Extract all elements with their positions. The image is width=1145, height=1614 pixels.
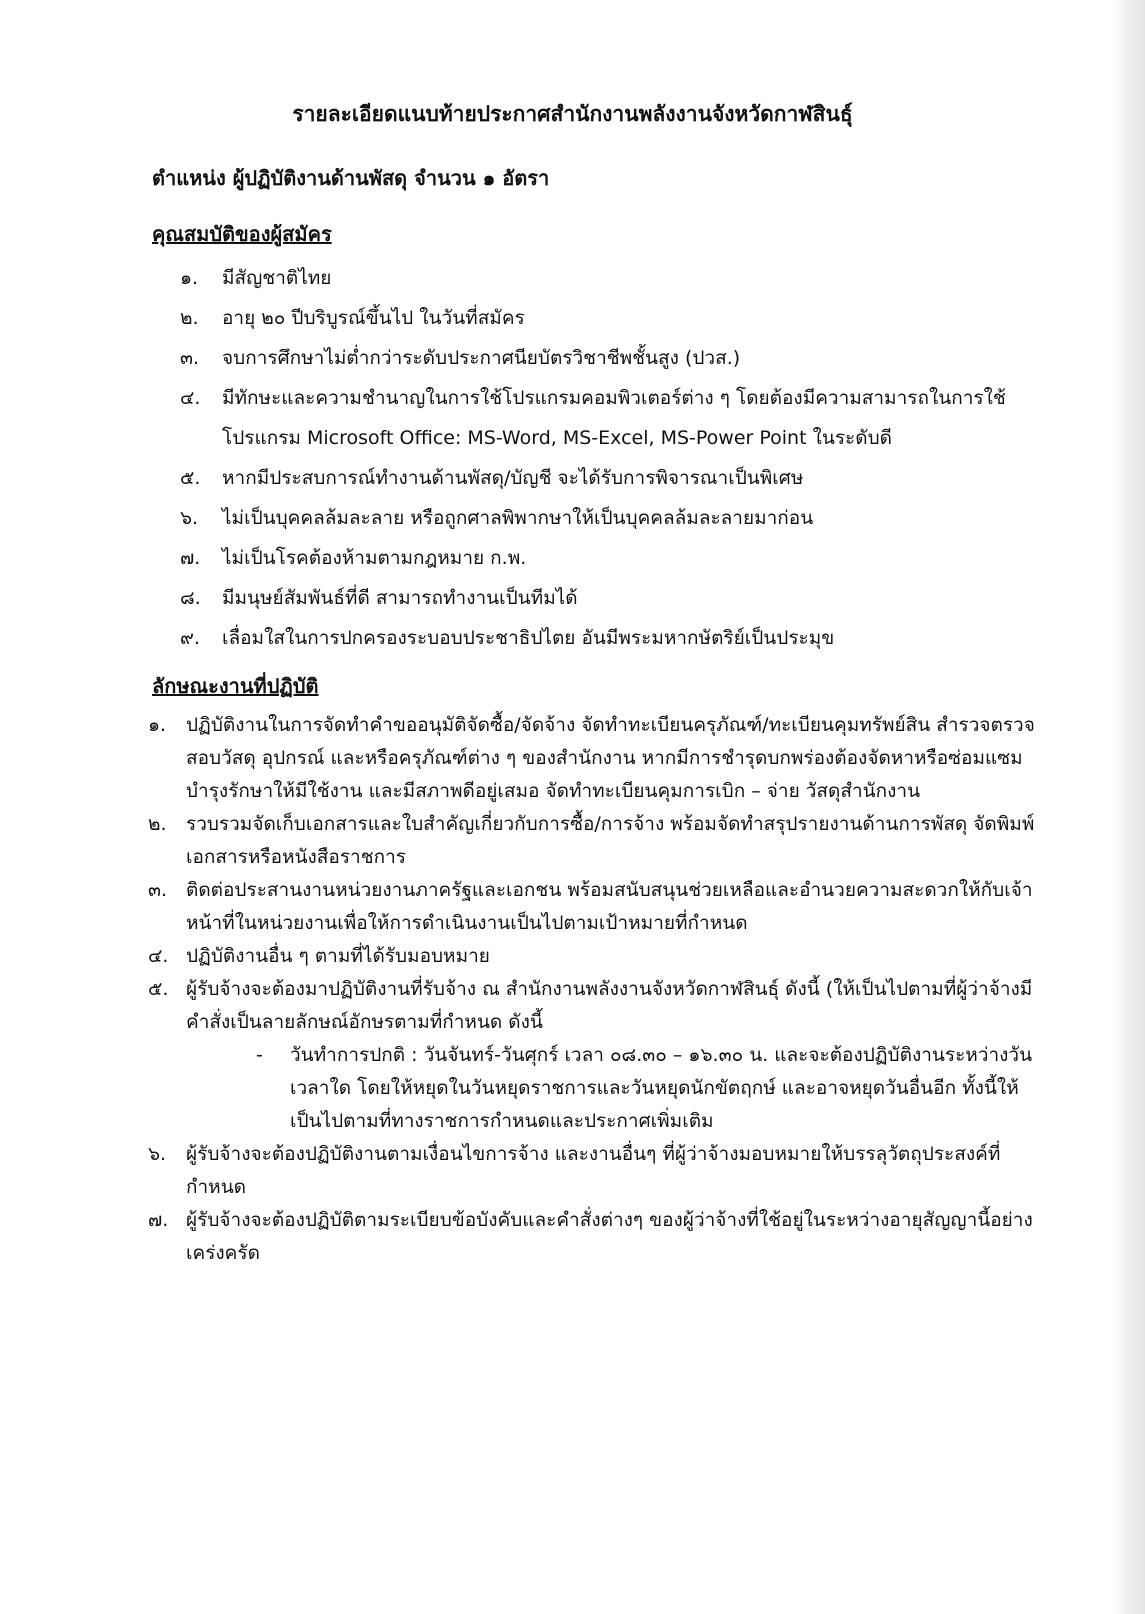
- item-text: ปฏิบัติงานในการจัดทำคำขออนุมัติจัดซื้อ/จัดจ้าง จัดทำทะเบียนครุภัณฑ์/ทะเบียนคุมทรัพย์สิน สำรวจตรวจสอบวัสดุ อุปกรณ์ และหรือครุภัณฑ์ต่าง ๆ ของสำนักงาน หากมีการชำรุดบกพร่องต้องจัดหาหรือซ่อมแซมบำรุงรักษาให้มีใช้งาน และมีสภาพดีอยู่เสมอ จัดทำทะเบียนคุมการเบิก – จ่าย วัสดุสำนักงาน: [186, 714, 1035, 802]
- item-number: ๒.: [148, 813, 167, 835]
- item-number: ๑.: [180, 267, 199, 289]
- item-number: ๓.: [148, 879, 168, 901]
- item-text: จบการศึกษาไม่ต่ำกว่าระดับประกาศนียบัตรวิชาชีพชั้นสูง (ปวส.): [222, 347, 741, 369]
- item-number: ๓.: [180, 347, 200, 369]
- sub-item-text: วันทำการปกติ : วันจันทร์-วันศุกร์ เวลา ๐๘.๓๐ – ๑๖.๓๐ น. และจะต้องปฏิบัติงานระหว่างวันเวลาใด โดยให้หยุดในวันหยุดราชการและวันหยุดนักขัตฤกษ์ และอาจหยุดวันอื่นอีก ทั้งนี้ให้เป็นไปตามที่ทางราชการกำหนดและประกาศเพิ่มเติม: [290, 1044, 1033, 1132]
- item-number: ๖.: [180, 507, 199, 529]
- item-number: ๗.: [180, 547, 201, 569]
- item-number: ๕.: [148, 978, 169, 1000]
- item-text: ผู้รับจ้างจะต้องปฏิบัติงานตามเงื่อนไขการจ้าง และงานอื่นๆ ที่ผู้ว่าจ้างมอบหมายให้บรรลุวัตถุประสงค์ที่กำหนด: [186, 1143, 1001, 1198]
- qualification-item: [180, 338, 1060, 378]
- item-text: ผู้รับจ้างจะต้องมาปฏิบัติงานที่รับจ้าง ณ สำนักงานพลังงานจังหวัดกาฬสินธุ์ ดังนี้ (ให้เป็นไปตามที่ผู้ว่าจ้างมีคำสั่งเป็นลายลักษณ์อักษรตามที่กำหนด ดังนี้: [186, 978, 1033, 1033]
- item-text: มีมนุษย์สัมพันธ์ที่ดี สามารถทำงานเป็นทีมได้: [222, 587, 578, 609]
- qualification-item: [180, 578, 1060, 618]
- position-line: ตำแหน่ง ผู้ปฏิบัติงานด้านพัสดุ จำนวน ๑ อัตรา: [152, 166, 550, 190]
- item-text: รวบรวมจัดเก็บเอกสารและใบสำคัญเกี่ยวกับการซื้อ/การจ้าง พร้อมจัดทำสรุปรายงานด้านการพัสดุ จัดพิมพ์เอกสารหรือหนังสือราชการ: [186, 813, 1035, 868]
- document-title: รายละเอียดแนบท้ายประกาศสำนักงานพลังงานจังหวัดกาฬสินธุ์: [292, 102, 853, 126]
- item-text: อายุ ๒๐ ปีบริบูรณ์ขึ้นไป ในวันที่สมัคร: [222, 307, 525, 329]
- duties-list: [148, 709, 1038, 1270]
- duty-item: [148, 1204, 1038, 1270]
- item-number: ๑.: [148, 714, 167, 736]
- duty-item: [148, 973, 1038, 1039]
- item-number: ๕.: [180, 467, 201, 489]
- item-text: มีสัญชาติไทย: [222, 267, 332, 289]
- item-text: ปฏิบัติงานอื่น ๆ ตามที่ได้รับมอบหมาย: [186, 945, 490, 967]
- item-text: ไม่เป็นโรคต้องห้ามตามกฎหมาย ก.พ.: [222, 547, 527, 569]
- item-text: หากมีประสบการณ์ทำงานด้านพัสดุ/บัญชี จะได้รับการพิจารณาเป็นพิเศษ: [222, 467, 804, 489]
- item-text: มีทักษะและความชำนาญในการใช้โปรแกรมคอมพิวเตอร์ต่าง ๆ โดยต้องมีความสามารถในการใช้โปรแกรม Microsoft Office: MS-Word, MS-Excel, MS-Power Point ในระดับดี: [222, 387, 1006, 449]
- item-text: ไม่เป็นบุคคลล้มละลาย หรือถูกศาลพิพากษาให้เป็นบุคคลล้มละลายมาก่อน: [222, 507, 814, 529]
- qualification-item: [180, 378, 1060, 458]
- item-number: ๗.: [148, 1209, 169, 1231]
- working-hours-sub-item: [256, 1039, 1038, 1138]
- qualification-item: [180, 498, 1060, 538]
- qualification-item: [180, 298, 1060, 338]
- sub-item-dash: -: [256, 1044, 263, 1066]
- qualifications-list: [180, 258, 1060, 658]
- duty-item: [148, 874, 1038, 940]
- duty-item: [148, 709, 1038, 808]
- item-text: เลื่อมใสในการปกครองระบอบประชาธิปไตย อันมีพระมหากษัตริย์เป็นประมุข: [222, 627, 835, 649]
- item-number: ๒.: [180, 307, 199, 329]
- duty-item: [148, 940, 1038, 973]
- qualification-item: [180, 538, 1060, 578]
- qualification-item: [180, 618, 1060, 658]
- item-number: ๖.: [148, 1143, 167, 1165]
- item-number: ๔.: [148, 945, 169, 967]
- duty-item: [148, 1138, 1038, 1204]
- item-text: ติดต่อประสานงานหน่วยงานภาครัฐและเอกชน พร้อมสนับสนุนช่วยเหลือและอำนวยความสะดวกให้กับเจ้าหน้าที่ในหน่วยงานเพื่อให้การดำเนินงานเป็นไปตามเป้าหมายที่กำหนด: [186, 879, 1033, 934]
- item-text: ผู้รับจ้างจะต้องปฏิบัติตามระเบียบข้อบังคับและคำสั่งต่างๆ ของผู้ว่าจ้างที่ใช้อยู่ในระหว่างอายุสัญญานี้อย่างเคร่งครัด: [186, 1209, 1033, 1264]
- qualifications-heading: คุณสมบัติของผู้สมัคร: [152, 222, 332, 246]
- qualification-item: [180, 258, 1060, 298]
- qualification-item: [180, 458, 1060, 498]
- item-number: ๙.: [180, 627, 200, 649]
- duty-item: [148, 808, 1038, 874]
- duties-heading: ลักษณะงานที่ปฏิบัติ: [152, 674, 319, 698]
- item-number: ๘.: [180, 587, 201, 609]
- item-number: ๔.: [180, 387, 201, 409]
